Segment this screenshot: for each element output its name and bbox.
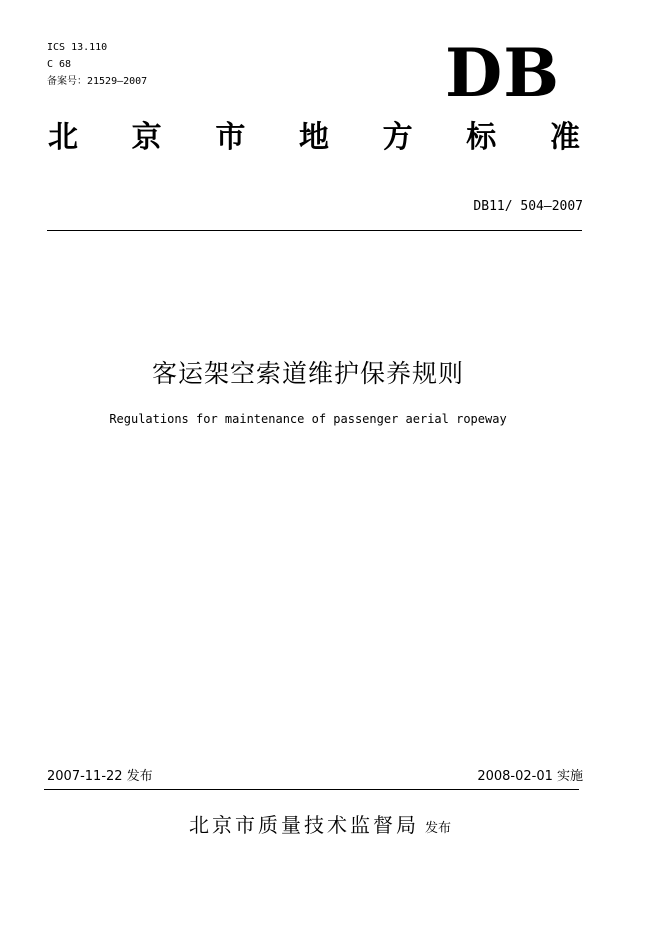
category-char: 地 <box>298 120 329 155</box>
publisher-suffix: 发布 <box>424 821 451 836</box>
category-char: 准 <box>549 120 580 155</box>
category-char: 市 <box>215 120 246 155</box>
ics-code: ICS 13.110 <box>47 42 108 53</box>
record-number: 备案号：21529—2007 <box>47 76 148 87</box>
db-mark: DB <box>444 34 560 112</box>
classification-code: C 68 <box>47 59 72 70</box>
category-char: 方 <box>382 120 413 155</box>
category-char: 标 <box>466 120 497 155</box>
title-english: Regulations for maintenance of passenger aerial ropeway <box>109 412 507 426</box>
category-char: 北 <box>48 120 78 155</box>
top-divider <box>47 230 582 231</box>
bottom-divider <box>44 789 579 790</box>
title-chinese: 客运架空索道维护保养规则 <box>151 359 464 388</box>
standard-category <box>48 118 580 158</box>
issue-date: 2007-11-22 发布 <box>47 769 153 784</box>
standard-number: DB11/ 504—2007 <box>473 199 583 214</box>
publisher-name: 北京市质量技术监督局 <box>188 813 419 837</box>
publisher <box>0 811 640 843</box>
effective-date: 2008-02-01 实施 <box>477 769 583 784</box>
category-char: 京 <box>131 120 162 155</box>
